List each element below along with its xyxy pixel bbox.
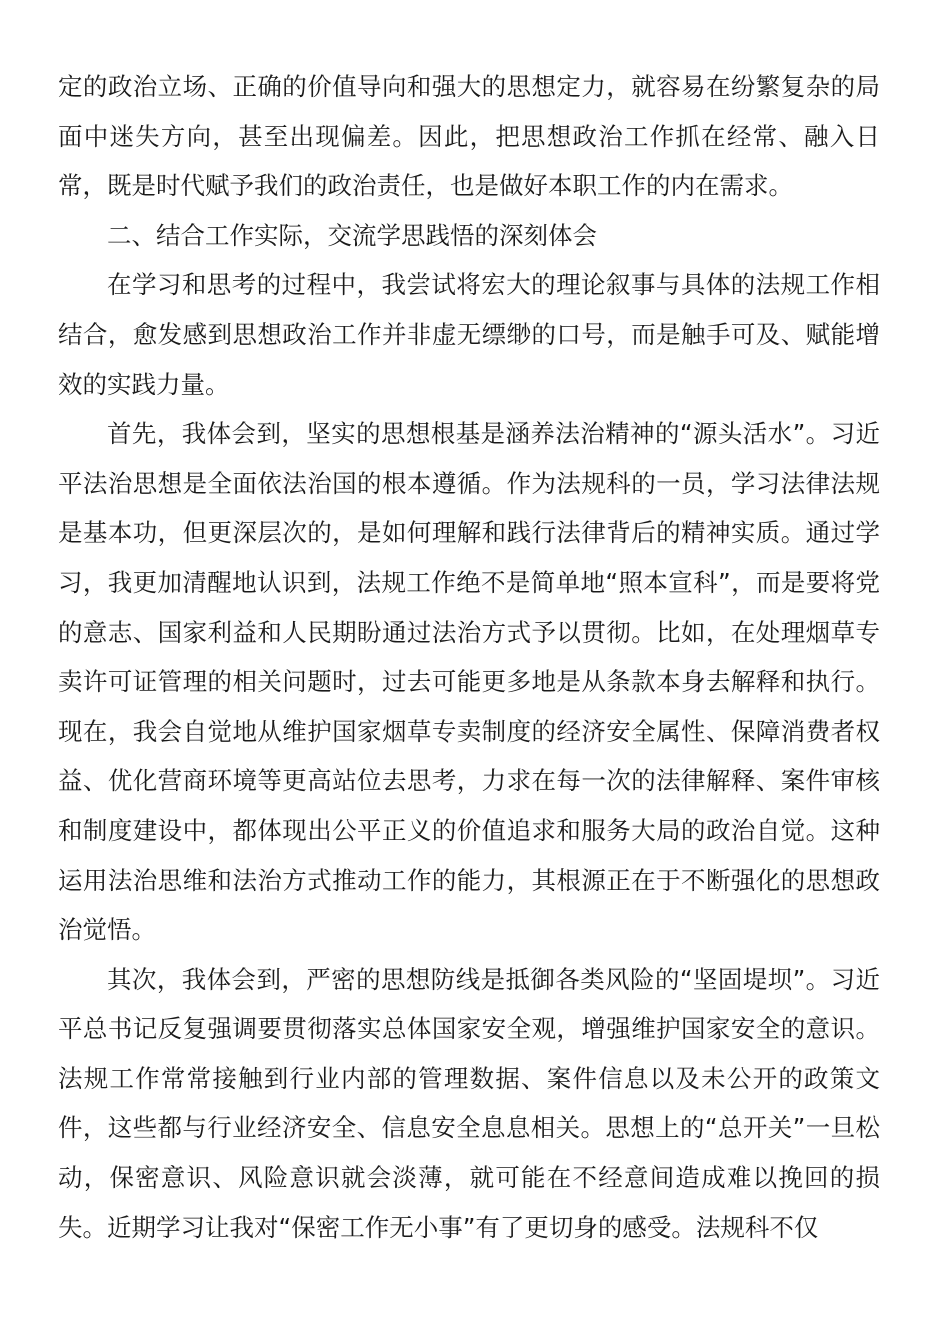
paragraph: 首先，我体会到，坚实的思想根基是涵养法治精神的“源头活水”。习近平法治思想是全面依法治国的根本遵循。作为法规科的一员，学习法律法规是基本功，但更深层次的，是如何理解和践行法律背后的精神实质。通过学习，我更加清醒地认识到，法规工作绝不是简单地“照本宣科”，而是要将党的意志、国家利益和人民期盼通过法治方式予以贯彻。比如，在处理烟草专卖许可证管理的相关问题时，过去可能更多地是从条款本身去解释和执行。现在，我会自觉地从维护国家烟草专卖制度的经济安全属性、保障消费者权益、优化营商环境等更高站位去思考，力求在每一次的法律解释、案件审核和制度建设中，都体现出公平正义的价值追求和服务大局的政治自觉。这种运用法治思维和法治方式推动工作的能力，其根源正在于不断强化的思想政治觉悟。 (58, 419, 880, 945)
section-heading: 二、结合工作实际，交流学思践悟的深刻体会 (107, 220, 597, 250)
paragraph-continued: 定的政治立场、正确的价值导向和强大的思想定力，就容易在纷繁复杂的局面中迷失方向，甚至出现偏差。因此，把思想政治工作抓在经常、融入日常，既是时代赋予我们的政治责任，也是做好本职工作的内在需求。 (58, 72, 880, 201)
paragraph: 在学习和思考的过程中，我尝试将宏大的理论叙事与具体的法规工作相结合，愈发感到思想政治工作并非虚无缥缈的口号，而是触手可及、赋能增效的实践力量。 (58, 270, 880, 399)
paragraph: 其次，我体会到，严密的思想防线是抵御各类风险的“坚固堤坝”。习近平总书记反复强调要贯彻落实总体国家安全观，增强维护国家安全的意识。法规工作常常接触到行业内部的管理数据、案件信息以及未公开的政策文件，这些都与行业经济安全、信息安全息息相关。思想上的“总开关”一旦松动，保密意识、风险意识就会淡薄，就可能在不经意间造成难以挽回的损失。近期学习让我对“保密工作无小事”有了更切身的感受。法规科不仅 (58, 964, 880, 1242)
document-body (58, 62, 880, 1252)
